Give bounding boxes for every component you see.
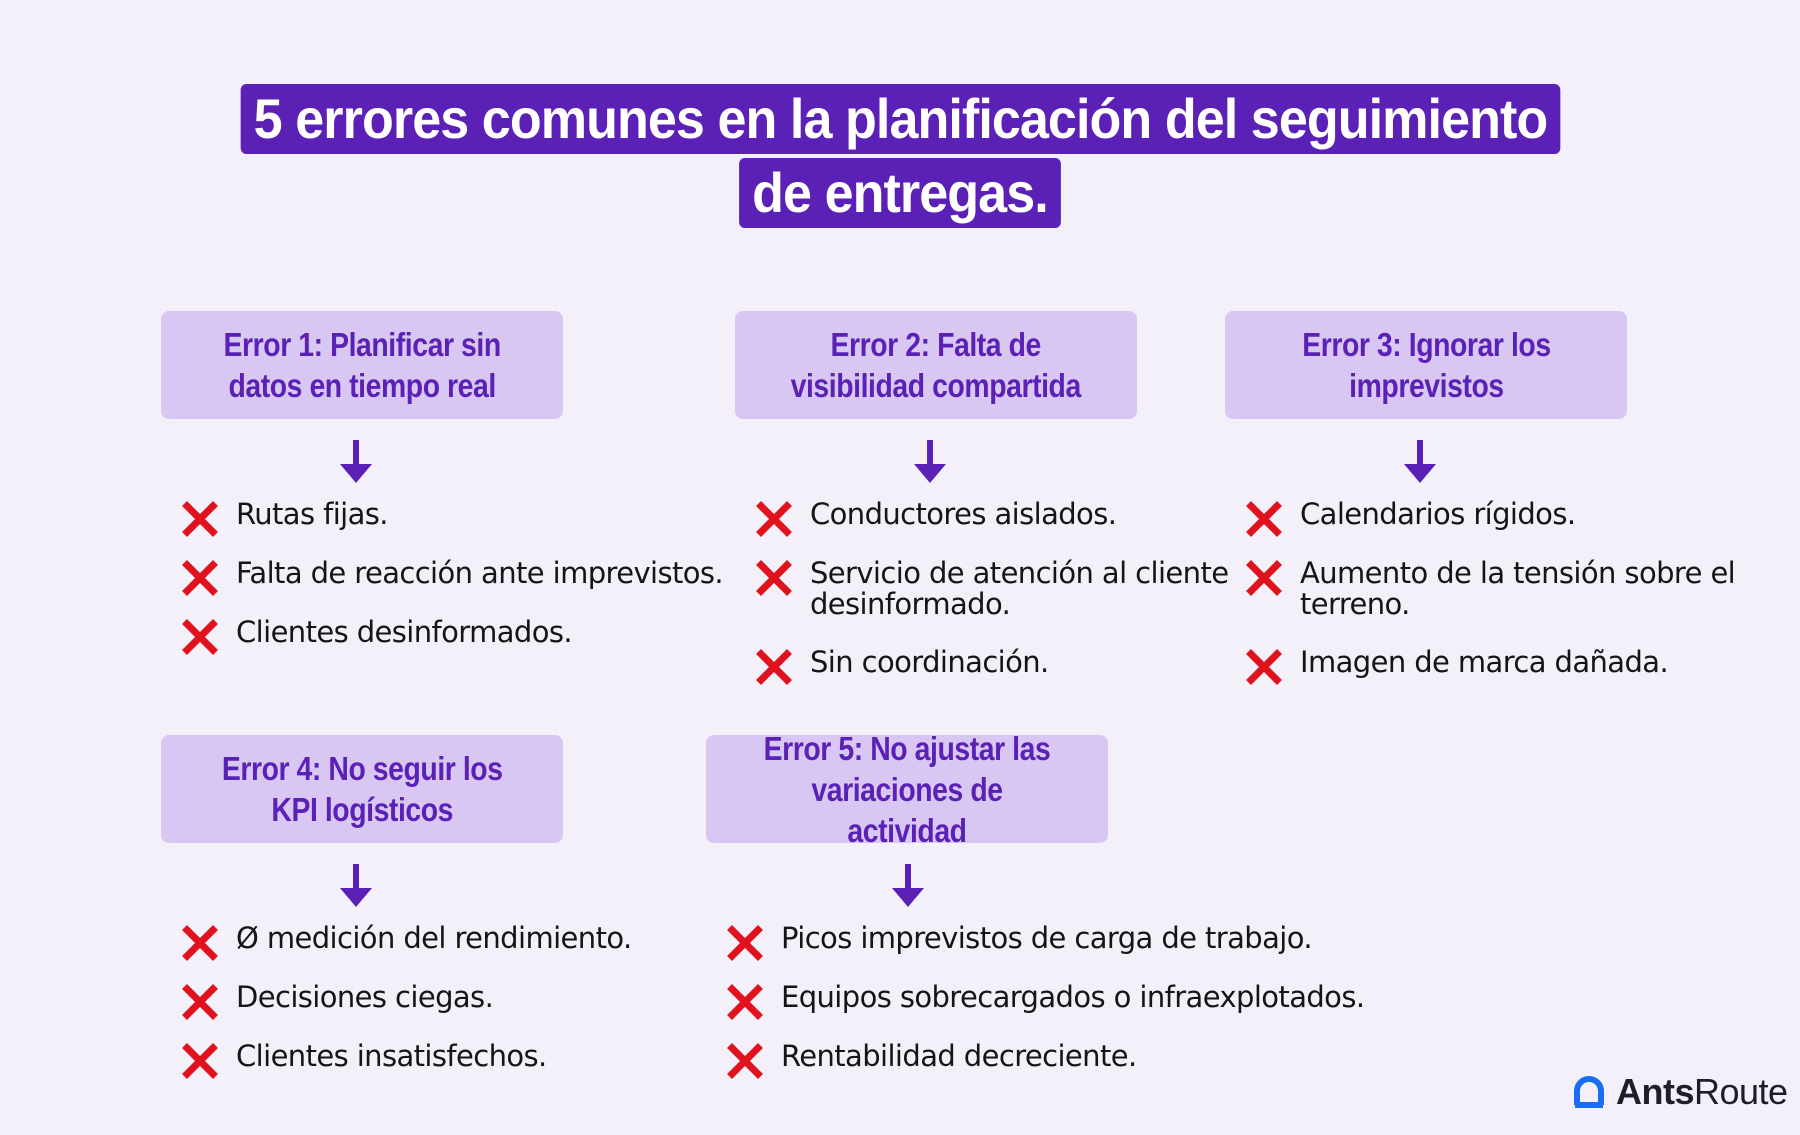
error-5-title bbox=[734, 728, 1080, 851]
logo-text-bold: Ants bbox=[1616, 1071, 1694, 1112]
red-x-icon bbox=[180, 923, 220, 963]
error-3-box bbox=[1225, 311, 1627, 419]
error-3-title-line-1: Error 3: Ignorar los bbox=[1301, 326, 1551, 363]
red-x-icon bbox=[754, 499, 794, 539]
arrow-down-icon bbox=[888, 864, 928, 910]
error-4-title bbox=[204, 748, 519, 830]
error-3-item-3-text: Imagen de marca dañada. bbox=[1300, 645, 1669, 679]
error-1-title-line-2: datos en tiempo real bbox=[228, 367, 496, 404]
title-line-2-wrap bbox=[0, 154, 1800, 228]
red-x-icon bbox=[1244, 558, 1284, 598]
arrow-down-icon bbox=[1400, 440, 1440, 486]
error-1-box bbox=[161, 311, 563, 419]
error-2-title-line-2: visibilidad compartida bbox=[790, 367, 1082, 404]
red-x-icon bbox=[754, 558, 794, 598]
error-2-box bbox=[735, 311, 1137, 419]
error-4-title-line-2: KPI logísticos bbox=[271, 791, 453, 828]
arrow-down-icon bbox=[336, 440, 376, 486]
antsroute-logo bbox=[1572, 1070, 1788, 1114]
error-5-box bbox=[706, 729, 1108, 849]
error-2-title-line-1: Error 2: Falta de bbox=[830, 326, 1042, 363]
red-x-icon bbox=[180, 982, 220, 1022]
red-x-icon bbox=[1244, 647, 1284, 687]
red-x-icon bbox=[725, 923, 765, 963]
red-x-icon bbox=[725, 982, 765, 1022]
error-3-title-line-2: imprevistos bbox=[1348, 367, 1504, 404]
error-4-item-3-text: Clientes insatisfechos. bbox=[236, 1039, 547, 1073]
red-x-icon bbox=[180, 617, 220, 657]
logo-text bbox=[1616, 1071, 1788, 1113]
error-5-item-3-text: Rentabilidad decreciente. bbox=[781, 1039, 1137, 1073]
arrow-down-icon bbox=[910, 440, 950, 486]
error-4-item-2-text: Decisiones ciegas. bbox=[236, 980, 494, 1014]
error-3-item-2-text: Aumento de la tensión sobre el terreno. bbox=[1300, 556, 1736, 621]
error-2-item-1-text: Conductores aislados. bbox=[810, 497, 1117, 531]
error-5-title-line-2: variaciones de actividad bbox=[811, 770, 1003, 849]
error-1-item-3-text: Clientes desinformados. bbox=[236, 615, 572, 649]
error-1-item-2-text: Falta de reacción ante imprevistos. bbox=[236, 556, 724, 590]
title-line-1-wrap bbox=[0, 84, 1800, 154]
error-2-item-2-text: Servicio de atención al cliente desinformado. bbox=[810, 556, 1229, 621]
error-4-title-line-1: Error 4: No seguir los bbox=[221, 750, 503, 787]
error-1-title-line-1: Error 1: Planificar sin bbox=[223, 326, 501, 363]
red-x-icon bbox=[180, 558, 220, 598]
error-2-item-3-text: Sin coordinación. bbox=[810, 645, 1049, 679]
error-1-title bbox=[206, 324, 518, 406]
title bbox=[0, 84, 1800, 228]
error-2-title bbox=[774, 324, 1099, 406]
title-line-1: 5 errores comunes en la planificación del seguimiento bbox=[240, 84, 1560, 154]
error-5-title-line-1: Error 5: No ajustar las bbox=[763, 729, 1051, 767]
red-x-icon bbox=[180, 1041, 220, 1081]
antsroute-logo-icon bbox=[1572, 1075, 1606, 1109]
arrow-down-icon bbox=[336, 864, 376, 910]
error-1-item-1-text: Rutas fijas. bbox=[236, 497, 388, 531]
red-x-icon bbox=[1244, 499, 1284, 539]
error-3-title bbox=[1285, 324, 1568, 406]
red-x-icon bbox=[754, 647, 794, 687]
title-line-2: de entregas. bbox=[739, 158, 1061, 228]
logo-text-regular: Route bbox=[1694, 1071, 1788, 1112]
error-5-item-2-text: Equipos sobrecargados o infraexplotados. bbox=[781, 980, 1365, 1014]
error-3-item-1-text: Calendarios rígidos. bbox=[1300, 497, 1576, 531]
red-x-icon bbox=[725, 1041, 765, 1081]
error-4-item-1-text: Ø medición del rendimiento. bbox=[236, 921, 632, 955]
error-5-item-1-text: Picos imprevistos de carga de trabajo. bbox=[781, 921, 1312, 955]
red-x-icon bbox=[180, 499, 220, 539]
error-4-box bbox=[161, 735, 563, 843]
